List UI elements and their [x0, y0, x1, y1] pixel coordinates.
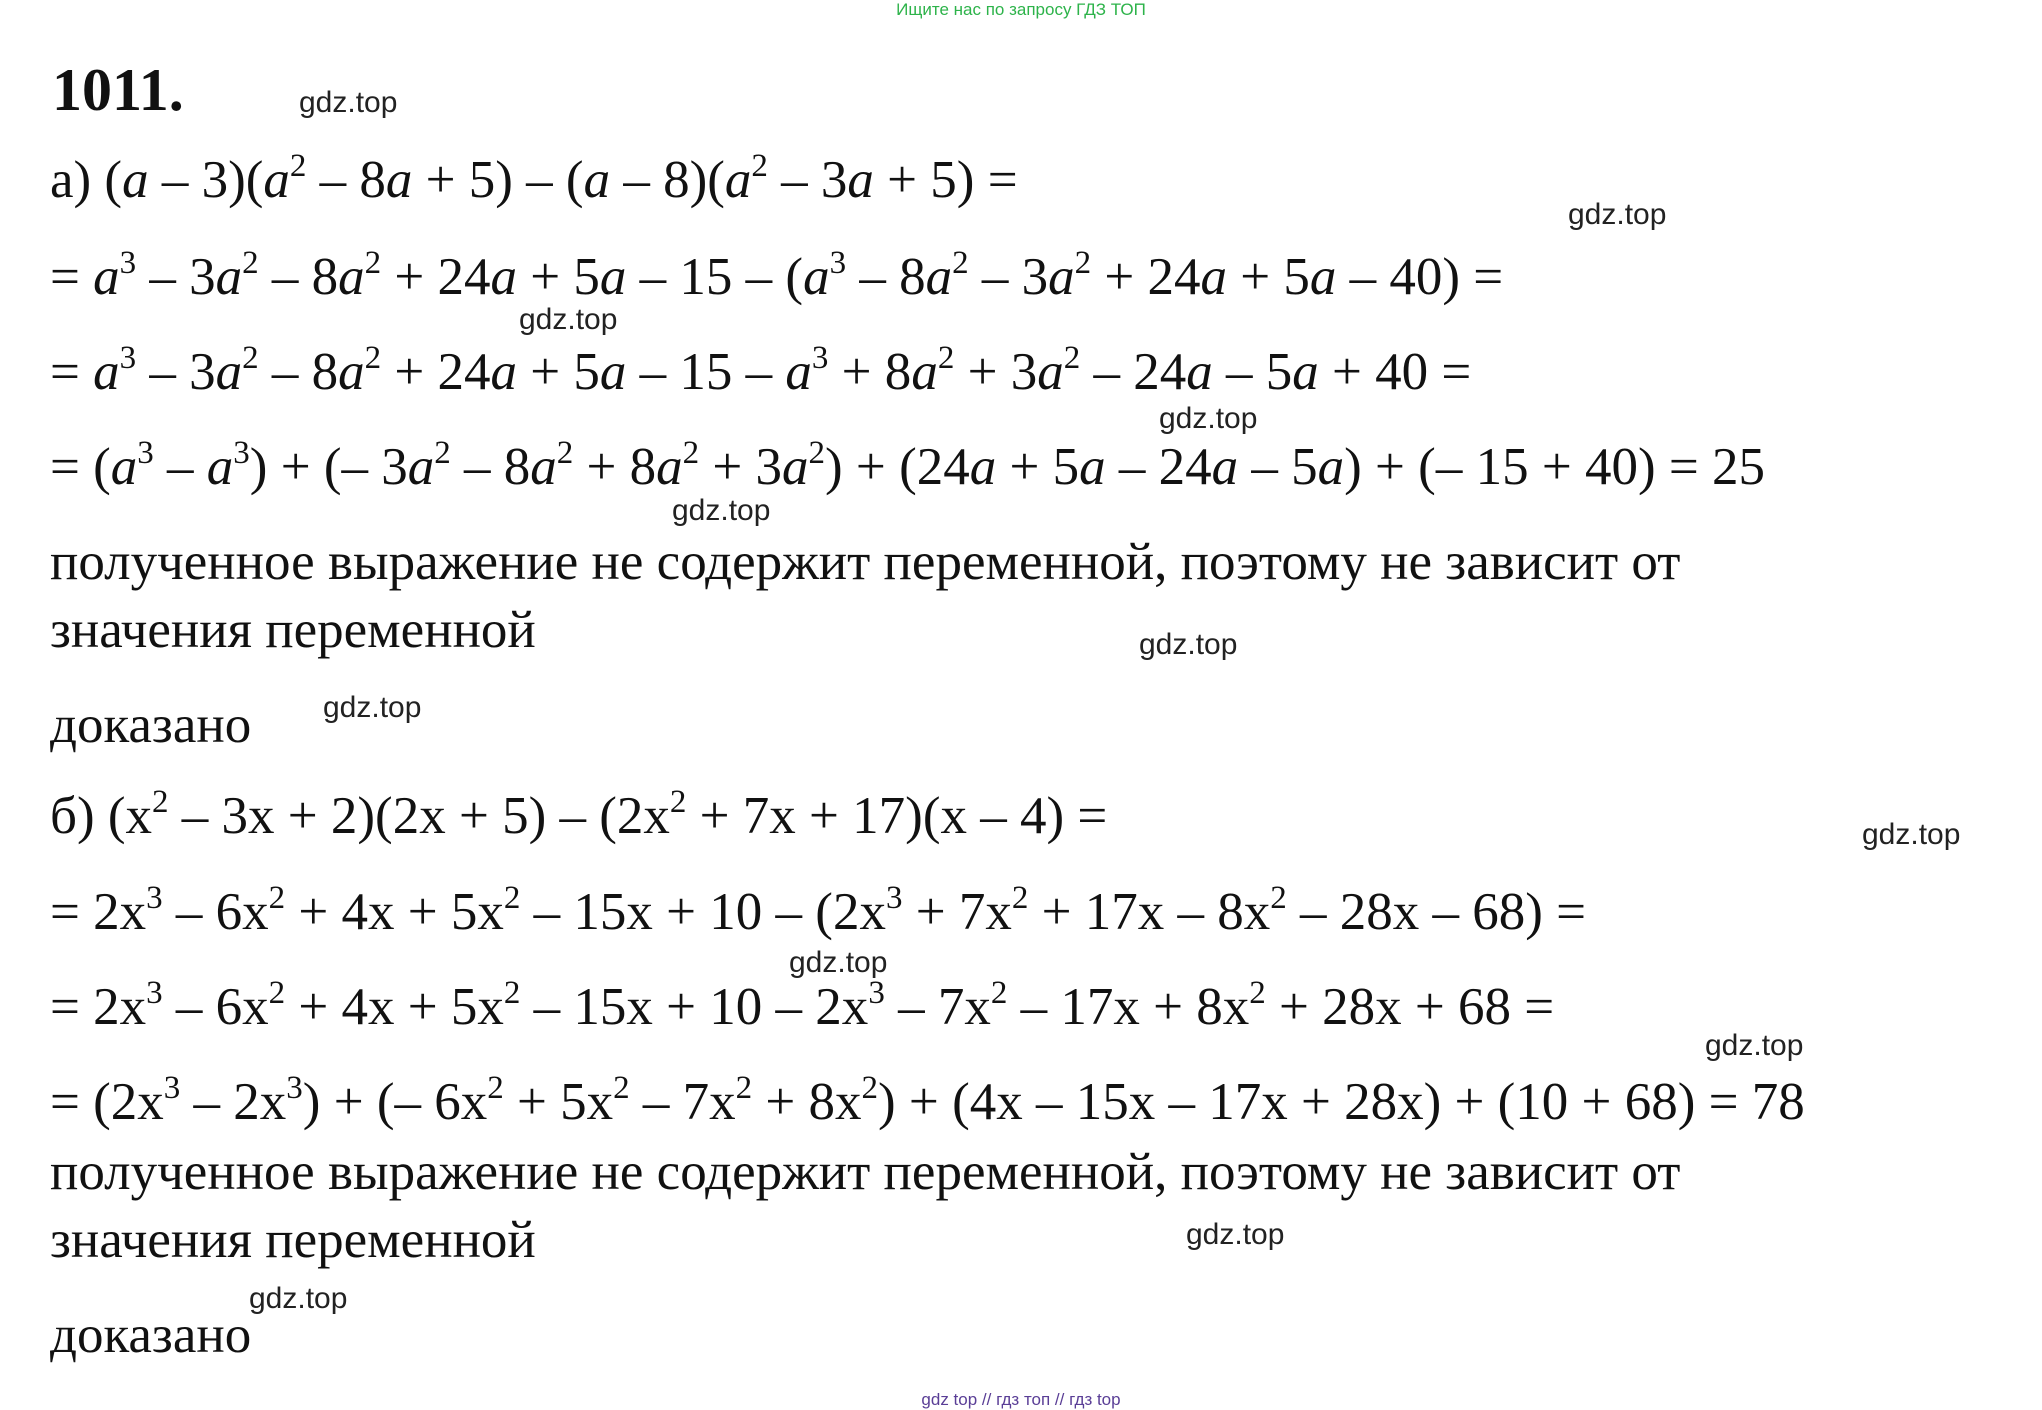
watermark: gdz.top [249, 1282, 348, 1315]
part-a-proved: доказано [50, 696, 252, 754]
part-b-proved: доказано [50, 1306, 252, 1364]
watermark: gdz.top [1862, 818, 1961, 851]
part-b-line-1: б) $(x^2 - 3x + 2)(2x + 5) - (2x^2 + 7x + 17)(x - 4)$ = [50, 784, 1108, 845]
problem-number: 1011. [52, 57, 184, 123]
watermark: gdz.top [1159, 402, 1258, 435]
footer-links: gdz top // гдз топ // гдз top [921, 1390, 1121, 1409]
watermark: gdz.top [1705, 1029, 1804, 1062]
part-b-line-2: = $2x^3 - 6x^2 + 4x + 5x^2 - 15x + 10 - (2x^3 + 7x^2 + 17x - 8x^2 - 28x - 68)$ = [50, 880, 1587, 941]
watermark: gdz.top [299, 86, 398, 119]
part-a-line-4: = $(a^3 - a^3)$ + (– $3a^2 - 8a^2 + 8a^2 + 3a^2) + (24a + 5a - 24a - 5a)$ + (– 15 + 40) = 25 [50, 435, 1765, 496]
part-a-conclusion-2: значения переменной [50, 601, 536, 659]
watermark: gdz.top [519, 303, 618, 336]
watermark: gdz.top [323, 691, 422, 724]
part-b-conclusion-1: полученное выражение не содержит переменной, поэтому не зависит от [50, 1143, 1681, 1201]
part-a-line-3: = $a^3 - 3a^2 - 8a^2 + 24a + 5a - 15 - a^3 + 8a^2 + 3a^2 - 24a - 5a + 40$ = [50, 340, 1472, 401]
watermark: gdz.top [1139, 628, 1238, 661]
part-b-conclusion-2: значения переменной [50, 1211, 536, 1269]
part-a-line-1: а) $(a - 3)(a^2 - 8a + 5) - (a - 8)(a^2 - 3a + 5)$ = [50, 148, 1018, 209]
watermark: gdz.top [672, 494, 771, 527]
part-a-conclusion-1: полученное выражение не содержит переменной, поэтому не зависит от [50, 533, 1681, 591]
part-b-line-3: = $2x^3 - 6x^2 + 4x + 5x^2 - 15x + 10 - 2x^3 - 7x^2 - 17x + 8x^2 + 28x + 68$ = [50, 975, 1555, 1036]
watermark: gdz.top [1186, 1218, 1285, 1251]
watermark: gdz.top [789, 946, 888, 979]
part-a-line-2: = $a^3 - 3a^2 - 8a^2 + 24a + 5a - 15 - (a^3 - 8a^2 - 3a^2 + 24a + 5a - 40)$ = [50, 245, 1504, 306]
search-banner: Ищите нас по запросу ГДЗ ТОП [896, 0, 1146, 19]
watermark: gdz.top [1568, 198, 1667, 231]
part-b-line-4: = $(2x^3 - 2x^3)$ + (– $6x^2 + 5x^2 - 7x^2 + 8x^2) + (4x - 15x - 17x + 28x) + (10 + 68) = 78$ [50, 1070, 1805, 1131]
